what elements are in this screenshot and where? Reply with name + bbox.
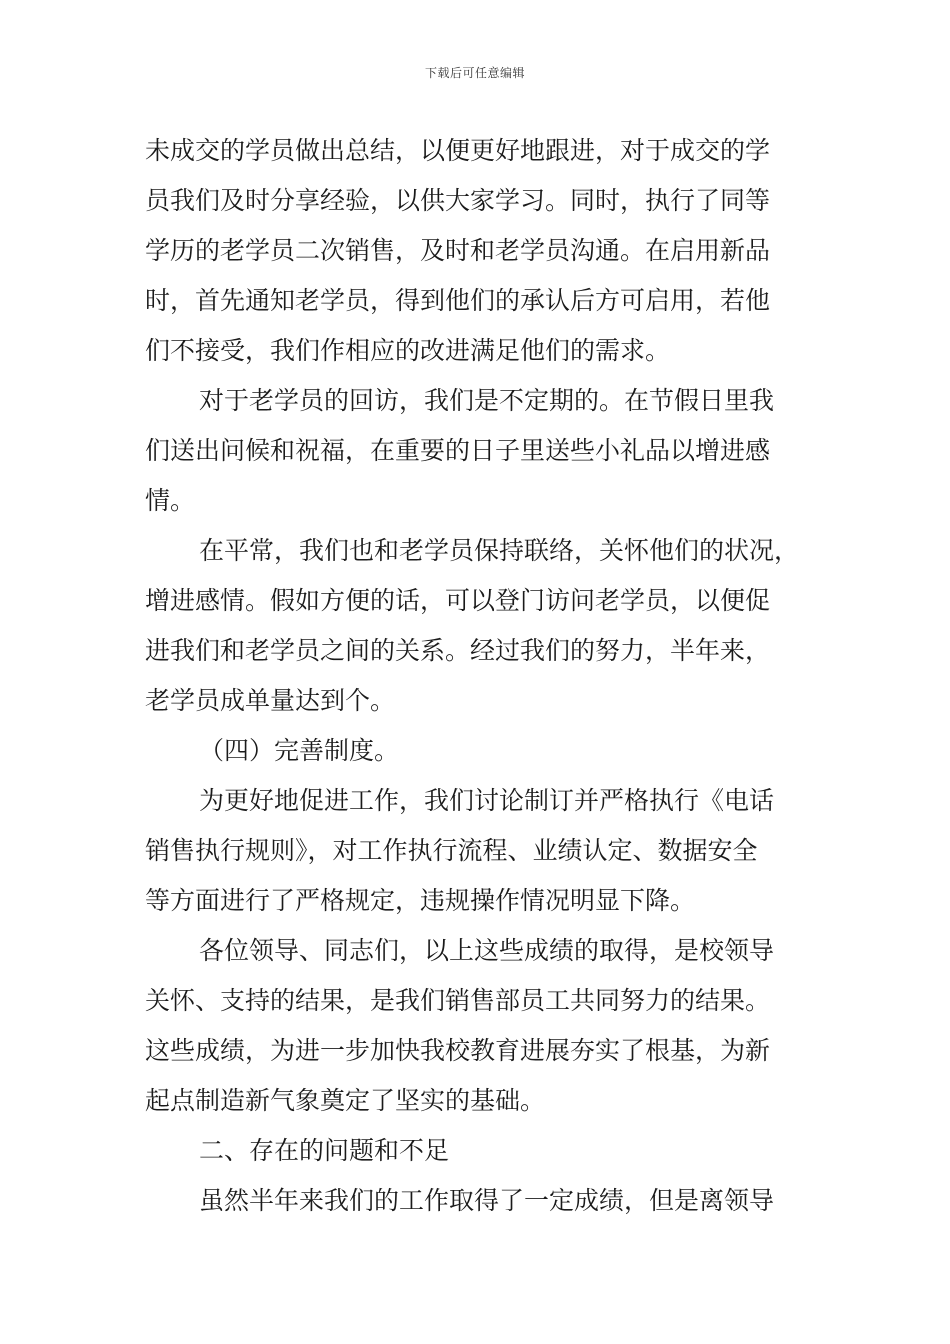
text-line: 时，首先通知老学员，得到他们的承认后方可启用，若他 <box>145 286 771 315</box>
text-line: 未成交的学员做出总结，以便更好地跟进，对于成交的学 <box>145 136 771 165</box>
text-line: 销售执行规则》，对工作执行流程、业绩认定、数据安全 <box>145 836 758 865</box>
text-line: 为更好地促进工作，我们讨论制订并严格执行《电话 <box>199 786 775 815</box>
text-line: 进我们和老学员之间的关系。经过我们的努力，半年来， <box>145 636 771 665</box>
text-line: 虽然半年来我们的工作取得了一定成绩，但是离领导 <box>199 1186 775 1215</box>
document-body <box>145 126 810 1226</box>
text-line: （四）完善制度。 <box>199 736 400 765</box>
text-line: 增进感情。假如方便的话，可以登门访问老学员，以便促 <box>145 586 771 615</box>
text-line: 情。 <box>145 486 196 515</box>
text-line: 们送出问候和祝福，在重要的日子里送些小礼品以增进感 <box>145 436 771 465</box>
text-line: 等方面进行了严格规定，违规操作情况明显下降。 <box>145 886 696 915</box>
text-line: 二、存在的问题和不足 <box>199 1136 450 1165</box>
text-line: 们不接受，我们作相应的改进满足他们的需求。 <box>145 336 671 365</box>
text-line: 对于老学员的回访，我们是不定期的。在节假日里我 <box>199 386 775 415</box>
page-header: 下载后可任意编辑 <box>424 66 525 80</box>
text-line: 关怀、支持的结果，是我们销售部员工共同努力的结果。 <box>145 986 771 1015</box>
text-line: 员我们及时分享经验，以供大家学习。同时，执行了同等 <box>145 186 771 215</box>
text-line: 这些成绩，为进一步加快我校教育进展夯实了根基，为新 <box>145 1036 771 1065</box>
text-line: 在平常，我们也和老学员保持联络，关怀他们的状况， <box>199 536 800 565</box>
text-line: 学历的老学员二次销售，及时和老学员沟通。在启用新品 <box>145 236 771 265</box>
text-line: 老学员成单量达到个。 <box>145 686 396 715</box>
text-line: 起点制造新气象奠定了坚实的基础。 <box>145 1086 546 1115</box>
text-line: 各位领导、同志们，以上这些成绩的取得，是校领导 <box>199 936 775 965</box>
